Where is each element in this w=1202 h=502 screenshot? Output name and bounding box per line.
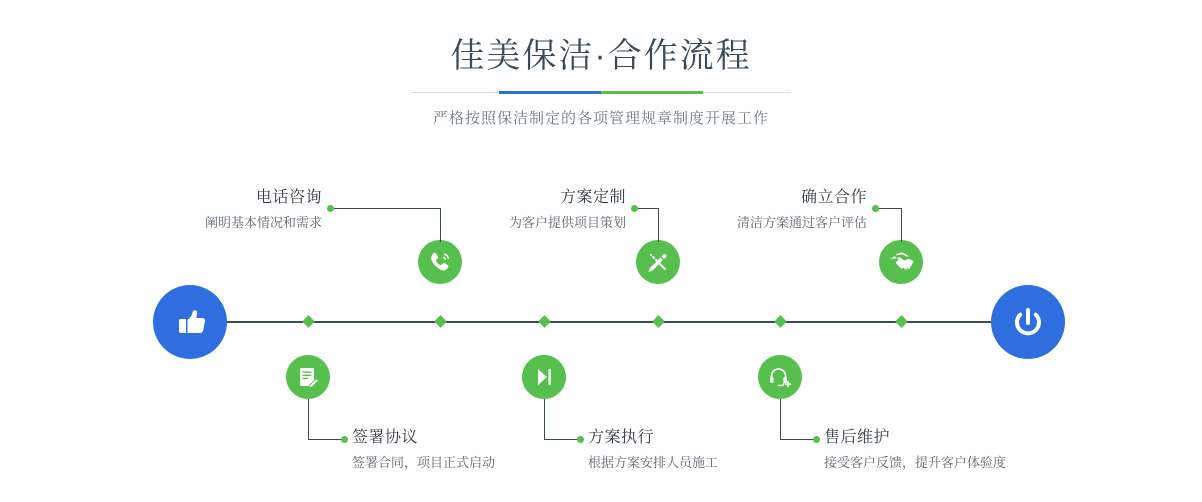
step-axis-marker-2 [302, 315, 315, 328]
step-node-6[interactable] [758, 355, 802, 399]
step-title-1: 电话咨询 [255, 189, 322, 206]
step-connector-horizontal-6 [780, 439, 816, 440]
step-desc-5: 清洁方案通过客户评估 [736, 215, 867, 230]
step-desc-4: 根据方案安排人员施工 [588, 455, 719, 470]
headset-support-icon [767, 364, 793, 390]
step-label-4 [588, 428, 718, 472]
step-node-4[interactable] [522, 355, 566, 399]
thumbs-up-icon [170, 302, 210, 342]
step-connector-horizontal-4 [544, 439, 580, 440]
step-connector-vertical-6 [780, 399, 781, 439]
page-title: 佳美保洁·合作流程 [450, 37, 752, 75]
pencil-ruler-icon [645, 249, 671, 275]
step-label-2 [352, 428, 495, 472]
handshake-icon [888, 249, 914, 275]
step-node-2[interactable] [286, 355, 330, 399]
phone-call-icon [427, 249, 453, 275]
power-icon [1008, 302, 1048, 342]
step-label-dot-5 [872, 205, 879, 212]
step-axis-marker-4 [538, 315, 551, 328]
step-axis-marker-5 [895, 315, 908, 328]
timeline-end-endpoint [991, 285, 1065, 359]
step-title-5: 确立合作 [800, 189, 867, 206]
step-desc-3: 为客户提供项目策划 [508, 215, 626, 230]
step-title-4: 方案执行 [588, 429, 655, 446]
page-header [0, 34, 1202, 128]
step-node-5[interactable] [879, 240, 923, 284]
document-edit-icon [296, 365, 320, 389]
step-axis-marker-6 [774, 315, 787, 328]
step-connector-vertical-5 [901, 208, 902, 242]
step-connector-vertical-2 [308, 399, 309, 439]
step-connector-horizontal-2 [308, 439, 344, 440]
play-flag-icon [532, 365, 556, 389]
step-title-2: 签署协议 [352, 429, 419, 446]
step-label-1 [0, 188, 322, 232]
timeline-start-endpoint [153, 285, 227, 359]
step-node-1[interactable] [418, 240, 462, 284]
page-subtitle: 严格按照保洁制定的各项管理规章制度开展工作 [432, 110, 769, 127]
step-label-6 [824, 428, 1006, 472]
step-desc-2: 签署合同，项目正式启动 [352, 455, 496, 470]
step-label-5 [590, 188, 867, 232]
step-desc-1: 阐明基本情况和需求 [204, 215, 322, 230]
step-axis-marker-3 [652, 315, 665, 328]
step-connector-vertical-4 [544, 399, 545, 439]
step-label-dot-6 [813, 436, 820, 443]
step-desc-6: 接受客户反馈，提升客户体验度 [824, 455, 1007, 470]
step-axis-marker-1 [434, 315, 447, 328]
step-label-dot-2 [341, 436, 348, 443]
divider-green-segment [601, 91, 703, 94]
step-node-3[interactable] [636, 240, 680, 284]
step-label-dot-4 [577, 436, 584, 443]
title-divider [411, 91, 791, 95]
step-label-3 [330, 188, 626, 232]
step-title-3: 方案定制 [559, 189, 626, 206]
divider-blue-segment [499, 91, 601, 94]
step-title-6: 售后维护 [824, 429, 891, 446]
